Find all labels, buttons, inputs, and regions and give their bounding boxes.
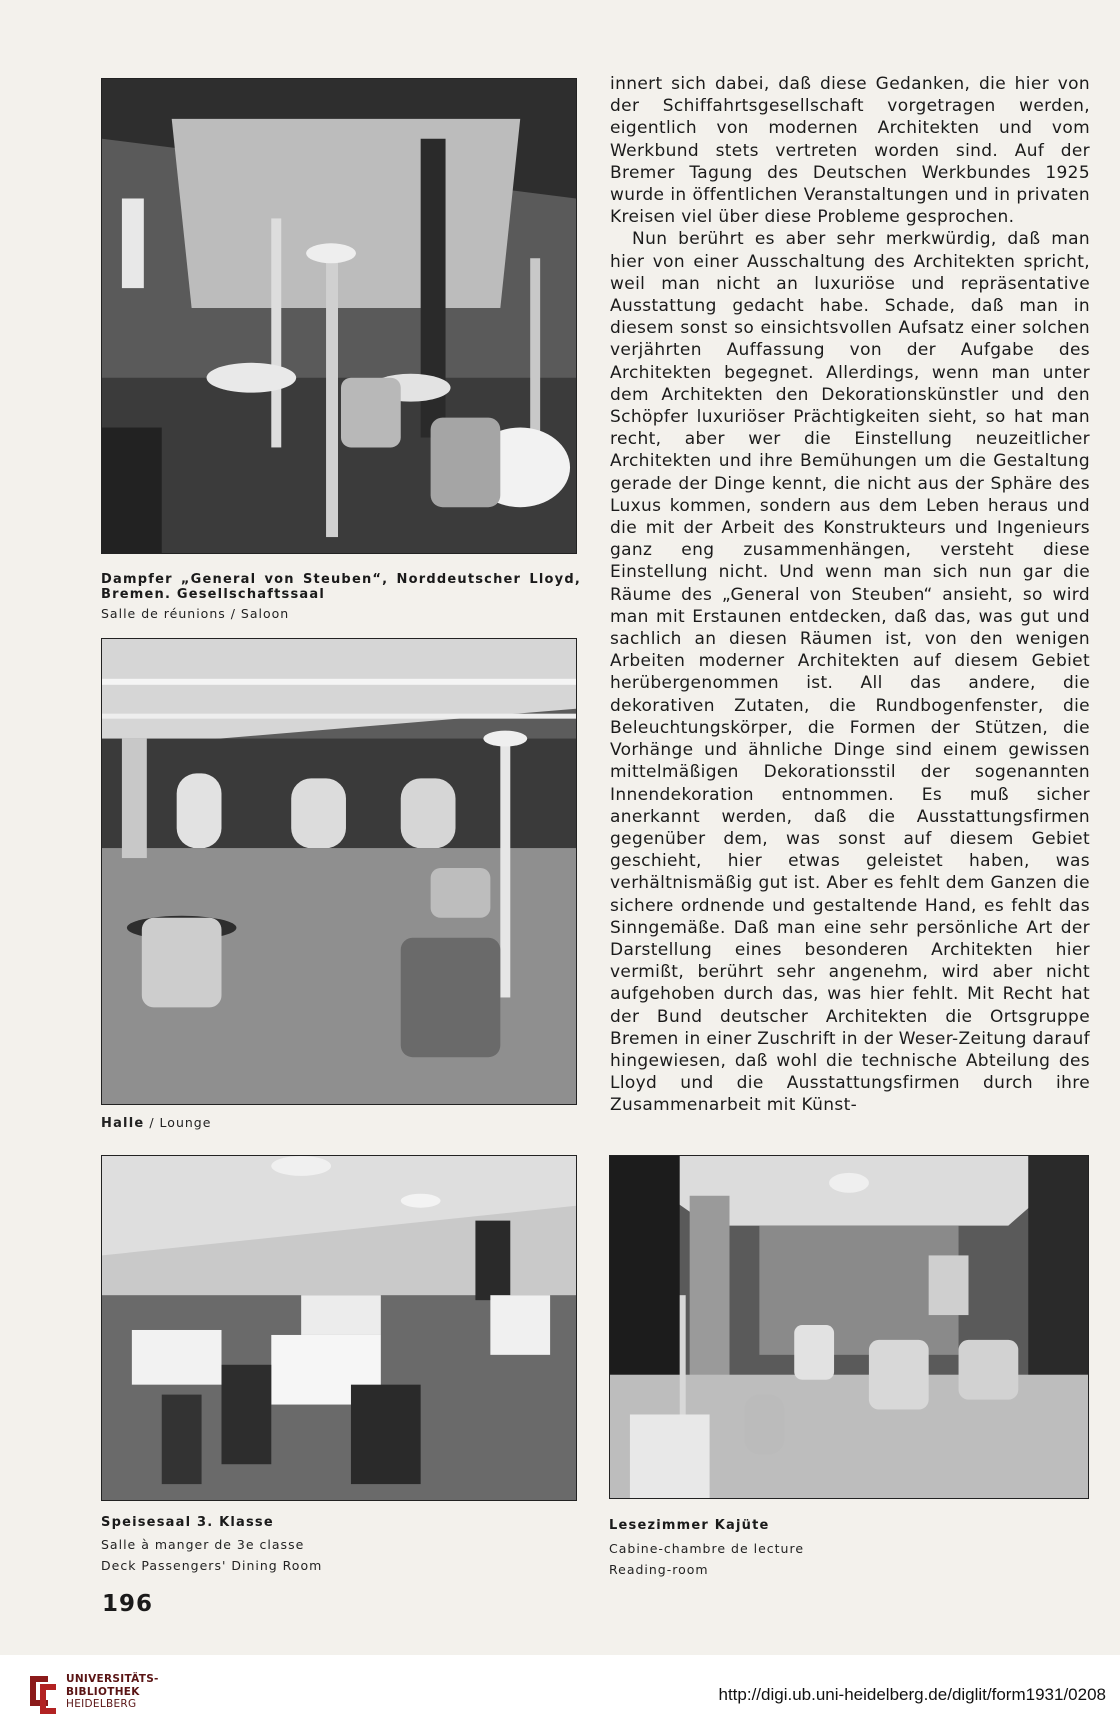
caption-reading-title: Lesezimmer Kajüte xyxy=(609,1518,770,1533)
photo-dining xyxy=(101,1155,577,1501)
library-name-line2: BIBLIOTHEK xyxy=(66,1685,140,1698)
photo-saloon xyxy=(101,78,577,554)
photo-reading-room xyxy=(609,1155,1089,1499)
caption-dining-line2: Salle à manger de 3e classe xyxy=(101,1537,305,1552)
paragraph-1: innert sich dabei, daß diese Gedanken, die hier von der Schiffahrtsgesellschaft vorgetragen werden, eigentlich von modernen Architekten und vom Werkbund stets vertreten worden sind. Auf der Bremer Tagung des Deutschen Werkbundes 1925 wurde in öffentlichen Veranstaltungen und in privaten Kreisen viel über diese Probleme gesprochen. xyxy=(610,74,1090,228)
source-url-link[interactable]: http://digi.ub.uni-heidelberg.de/diglit/form1931/0208 xyxy=(718,1685,1106,1704)
caption-dining-line3: Deck Passengers' Dining Room xyxy=(101,1558,323,1573)
caption-saloon-title: Dampfer „General von Steuben“, Norddeutscher Lloyd, Bremen. Gesellschaftssaal xyxy=(101,572,581,602)
caption-lounge xyxy=(101,1112,211,1133)
paragraph-2: Nun berührt es aber sehr merkwürdig, daß man hier von einer Ausschaltung des Architekten spricht, weil man nicht an luxuriöse und repräsentative Ausstattung gedacht habe. Schade, daß man in diesem sonst so einsichtsvollen Aufsatz einer solchen verjährten Auffassung von der Aufgabe des Architekten begegnet. Allerdings, wenn man unter dem Architekten den Dekorationskünstler und den Schöpfer luxuriöser Prächtigkeiten sieht, so hat man recht, aber wer die Einstellung neuzeitlicher Architekten und ihre Bemühungen um die Gestaltung gerade der Dinge kennt, die nicht aus der Sphäre des Luxus kommen, sondern aus dem Leben heraus und die mit der Arbeit des Konstrukteurs und Ingenieurs ganz eng zusammenhängen, versteht diese Einstellung nicht. Und wenn man sich nun gar die Räume des „General von Steuben“ ansieht, so wird man mit Erstaunen entdecken, daß das, was gut und sachlich an diesen Räumen ist, von den wenigen Arbeiten moderner Architekten auf diesem Gebiet herübergenommen ist. All das andere, die dekorativen Zutaten, die Rundbogenfenster, die Beleuchtungskörper, die Formen der Stützen, die Vorhänge und ähnliche Dinge sind einem gewissen mittelmäßigen Dekorationsstil der sogenannten Innendekoration entnommen. Es muß sicher anerkannt werden, daß die Ausstattungsfirmen gegenüber dem, was sonst auf diesem Gebiet geschieht, hier etwas geleistet haben, was verhältnismäßig gut ist. Aber es fehlt dem Ganzen die sichere ordnende und gestaltende Hand, es fehlt das Sinngemäße. Daß man eine sehr persönliche Art der Darstellung eines besonderen Architekten hier vermißt, berührt sehr angenehm, wird aber nicht aufgehoben durch das, was hier fehlt. Mit Recht hat der Bund deutscher Architekten die Ortsgruppe Bremen in einer Zuschrift in der Weser-Zeitung darauf hingewiesen, daß wohl die technische Abteilung des Lloyd und die Ausstattungsfirmen durch ihre Zusammenarbeit mit Künst- xyxy=(610,229,1090,1116)
caption-reading-line3: Reading-room xyxy=(609,1562,709,1577)
library-logo-icon xyxy=(26,1670,60,1714)
caption-lounge-sub: / Lounge xyxy=(144,1115,212,1130)
caption-lounge-title: Halle xyxy=(101,1116,145,1131)
library-name-line1: UNIVERSITÄTS- xyxy=(66,1673,159,1685)
article-body xyxy=(610,73,1090,1117)
library-name-line3: HEIDELBERG xyxy=(66,1698,137,1710)
page-number: 196 xyxy=(102,1591,154,1617)
photo-lounge xyxy=(101,638,577,1105)
library-name xyxy=(66,1673,159,1711)
caption-reading-line2: Cabine-chambre de lecture xyxy=(609,1541,805,1556)
caption-dining-title: Speisesaal 3. Klasse xyxy=(101,1515,274,1530)
caption-saloon-sub: Salle de réunions / Saloon xyxy=(101,606,290,621)
